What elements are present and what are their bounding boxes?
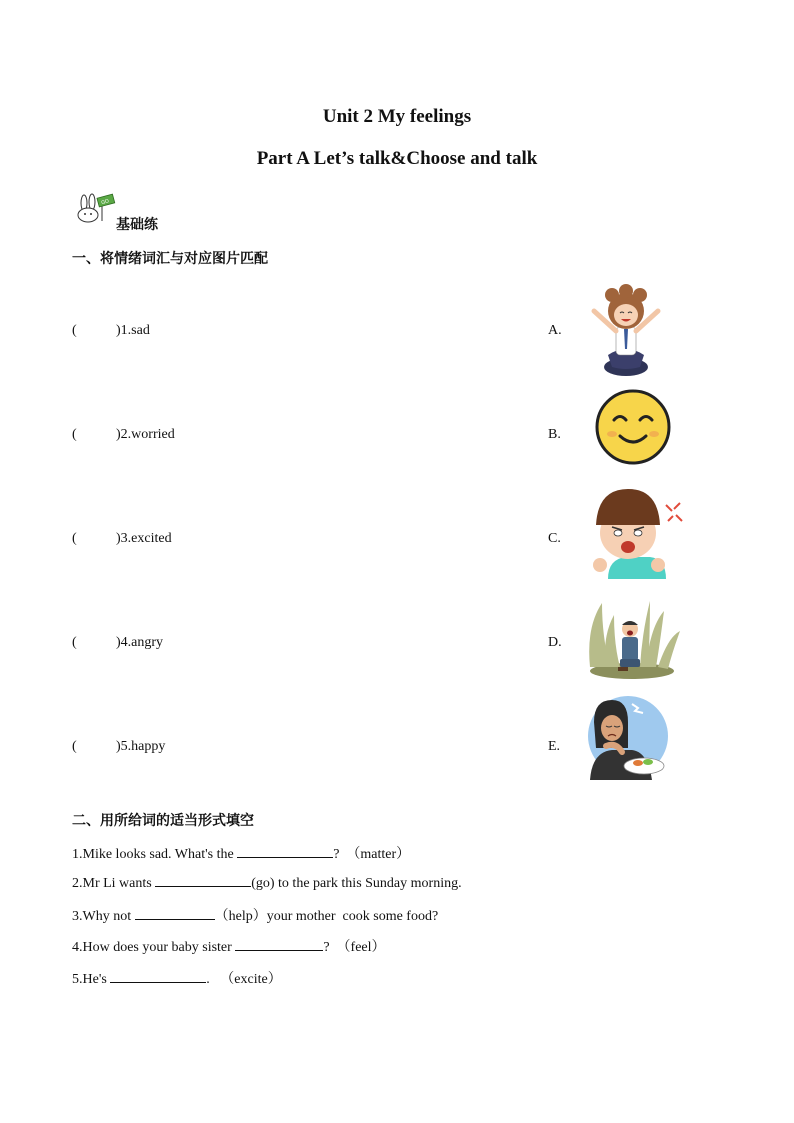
close-paren: ) (116, 531, 121, 546)
question-hint: （help）your mother cook some food? (214, 909, 439, 924)
fill-question-2 (72, 874, 462, 892)
open-paren: ( (72, 531, 77, 546)
open-paren: ( (72, 635, 77, 650)
close-paren: ) (116, 427, 121, 442)
question-text: 1.Mike looks sad. What's the (72, 847, 238, 862)
open-paren: ( (72, 739, 77, 754)
question-text: 4.How does your baby sister (72, 940, 236, 955)
section1-heading: 一、将情绪词汇与对应图片匹配 (72, 251, 268, 267)
question-hint: ? （matter） (333, 847, 411, 862)
match-row (72, 531, 172, 547)
question-hint: (go) to the park this Sunday morning. (251, 876, 462, 891)
open-paren: ( (72, 323, 77, 338)
angry-boy-picture (590, 487, 686, 579)
question-hint: . （excite） (206, 972, 282, 987)
fill-question-1 (72, 843, 410, 863)
fill-question-3 (72, 905, 438, 925)
answer-blank[interactable] (235, 938, 323, 951)
option-letter: C. (548, 531, 561, 546)
sad-woman-picture (582, 692, 668, 780)
option-letter: B. (548, 427, 561, 442)
smiling-face-picture (594, 388, 672, 466)
option-letter: D. (548, 635, 562, 650)
match-row (72, 635, 163, 651)
fill-question-5 (72, 968, 282, 988)
match-word: 3.excited (120, 531, 172, 546)
match-row (72, 323, 150, 339)
answer-blank[interactable] (135, 907, 215, 920)
close-paren: ) (116, 323, 121, 338)
jumping-girl-picture (586, 283, 666, 379)
question-text: 2.Mr Li wants (72, 876, 156, 891)
match-word: 4.angry (120, 635, 164, 650)
option-letter: E. (548, 739, 561, 754)
close-paren: ) (116, 739, 121, 754)
question-text: 3.Why not (72, 909, 135, 924)
answer-blank[interactable] (110, 970, 206, 983)
badge-label: 基础练 (116, 217, 158, 233)
document-subtitle: Part A Let’s talk&Choose and talk (256, 148, 538, 169)
answer-blank[interactable] (155, 874, 251, 887)
section2-heading: 二、用所给词的适当形式填空 (72, 813, 254, 829)
match-word: 1.sad (120, 323, 150, 338)
fill-question-4 (72, 936, 386, 956)
question-text: 5.He's (72, 972, 111, 987)
option-letter: A. (548, 323, 562, 338)
match-word: 5.happy (120, 739, 166, 754)
scared-man-picture (584, 597, 682, 679)
bunny-sign-icon (72, 193, 116, 223)
match-row (72, 427, 175, 443)
answer-blank[interactable] (237, 845, 333, 858)
sign-text: GO (100, 198, 110, 207)
close-paren: ) (116, 635, 121, 650)
match-word: 2.worried (120, 427, 175, 442)
open-paren: ( (72, 427, 77, 442)
match-row (72, 739, 165, 755)
document-title: Unit 2 My feelings (322, 106, 472, 127)
question-hint: ? （feel） (323, 940, 386, 955)
